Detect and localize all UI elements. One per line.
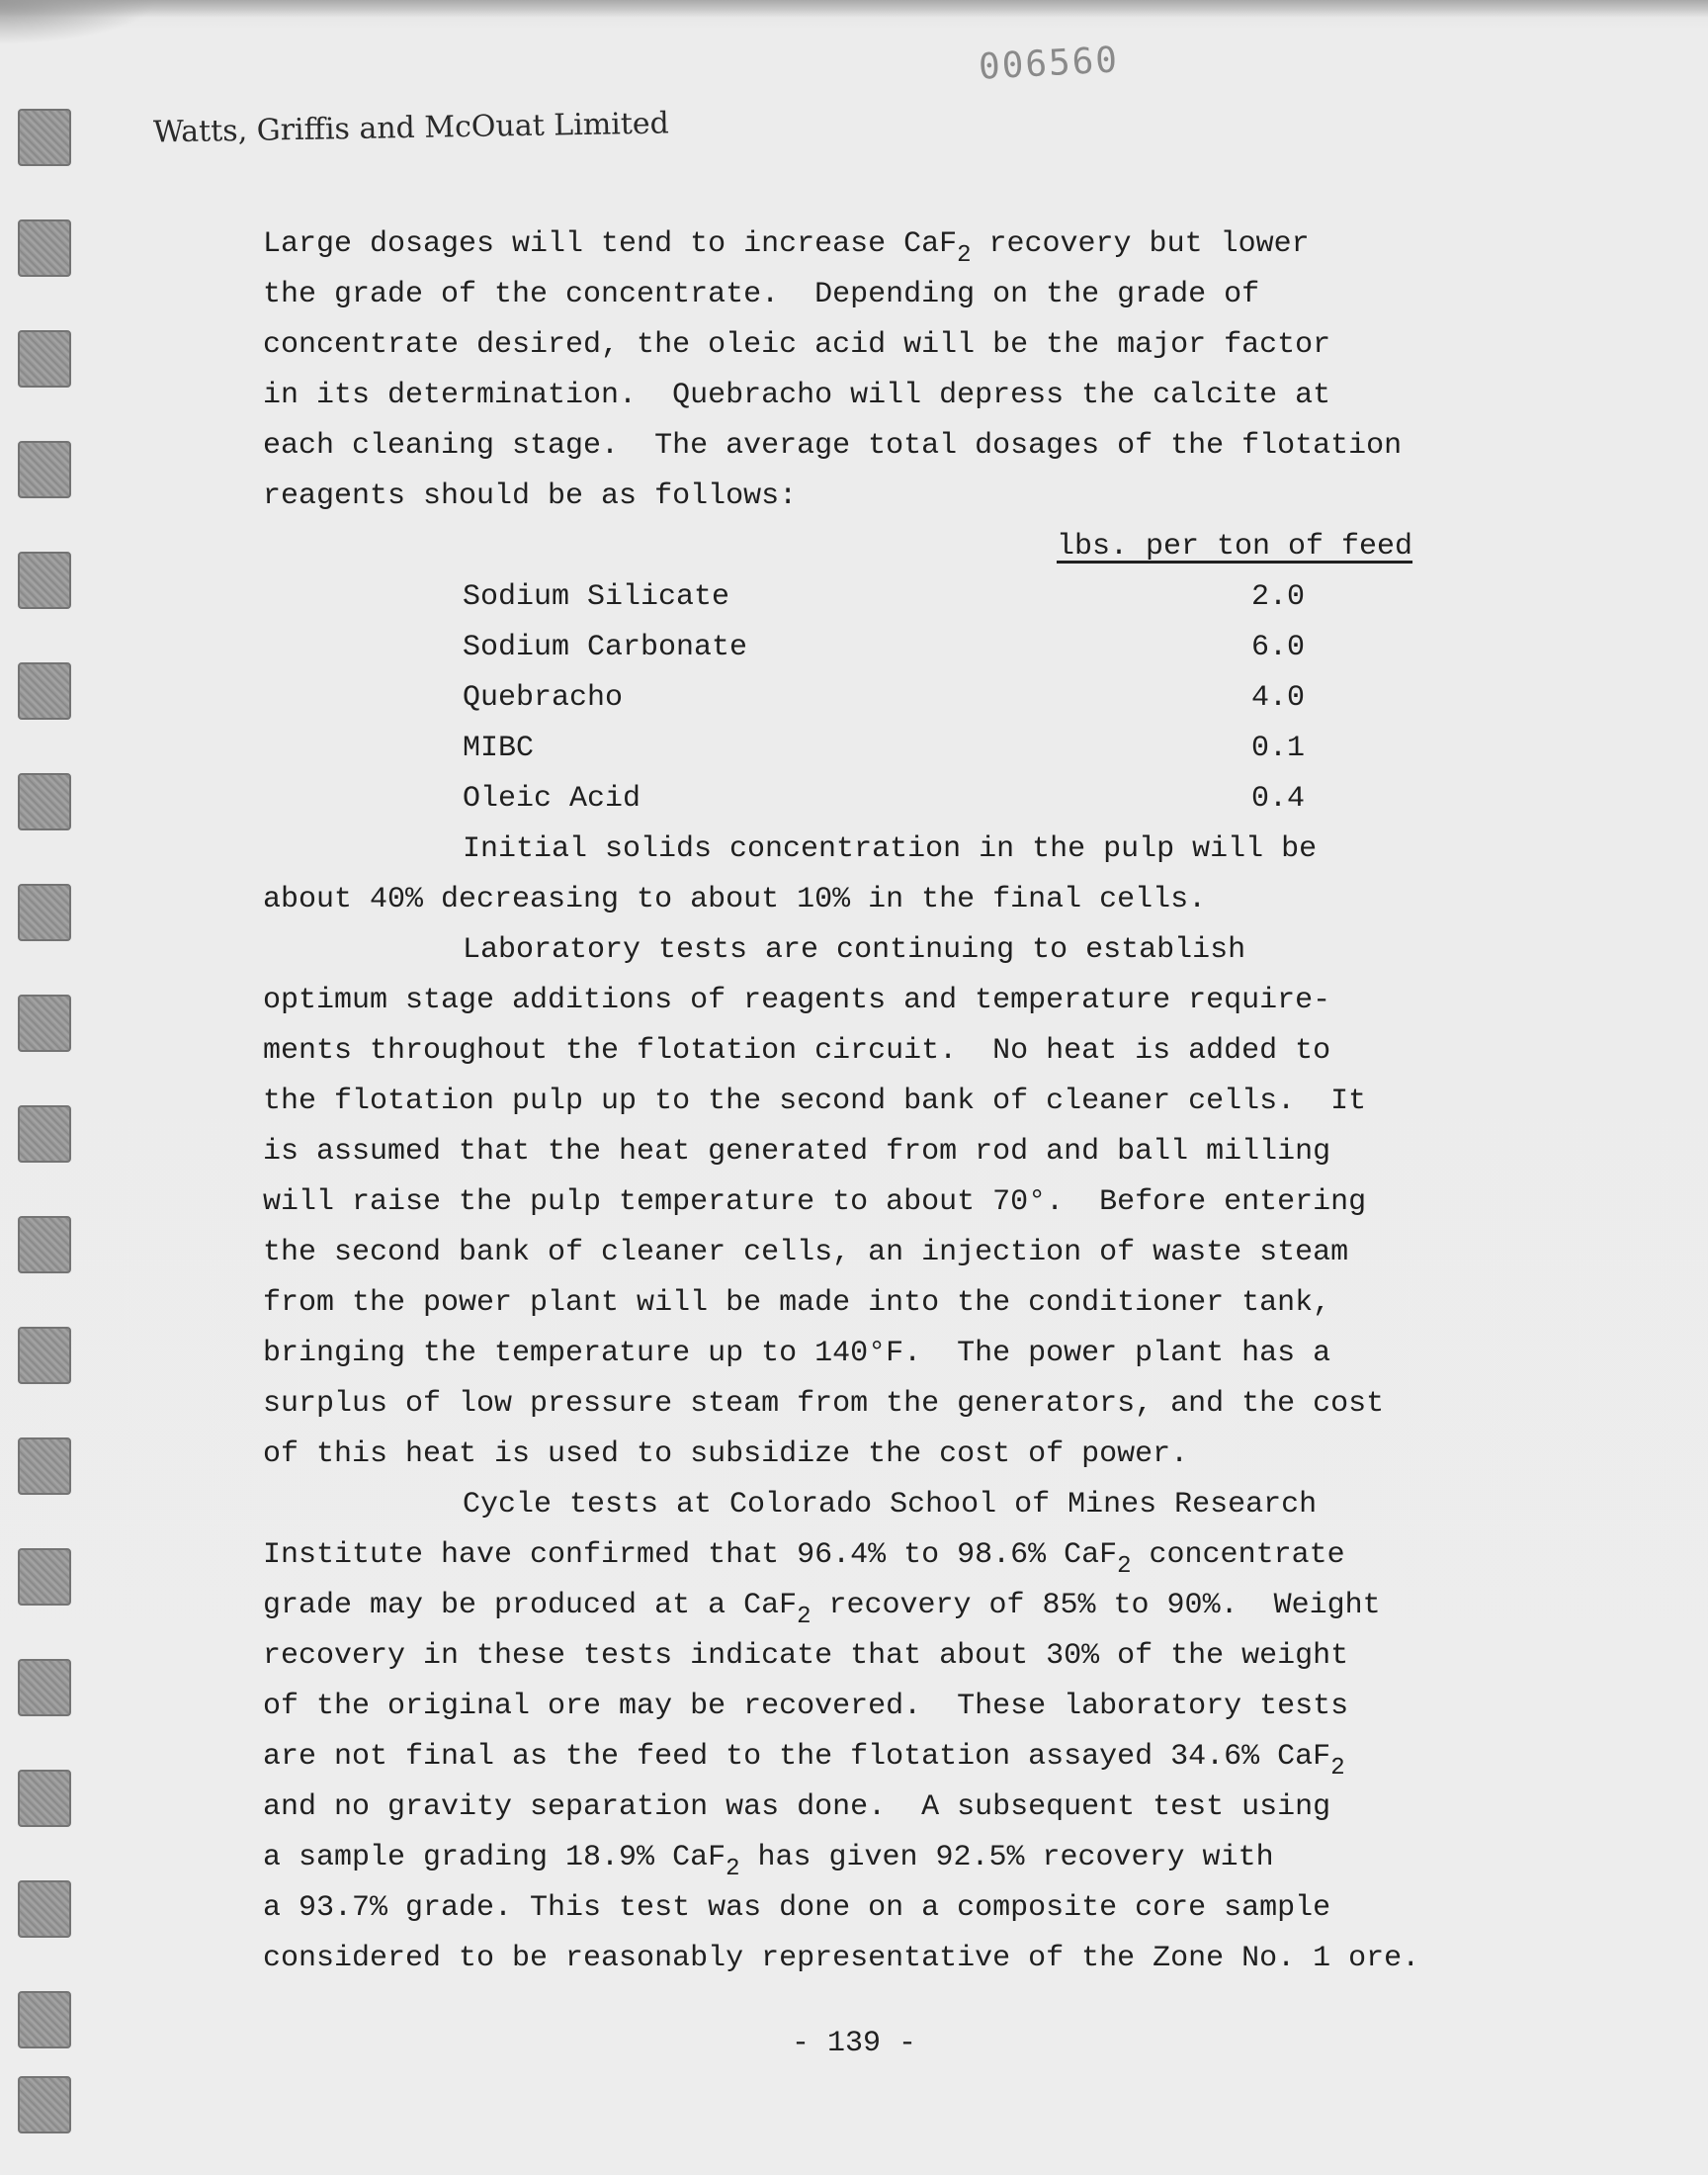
text-line: recovery in these tests indicate that about 30% of the weight xyxy=(263,1639,1349,1673)
text-line: surplus of low pressure steam from the generators, and the cost xyxy=(263,1387,1385,1421)
binding-hole xyxy=(18,1216,71,1273)
text-line: bringing the temperature up to 140°F. The power plant has a xyxy=(263,1337,1331,1370)
reagent-name: MIBC xyxy=(463,732,535,765)
text-line: a 93.7% grade. This test was done on a composite core sample xyxy=(263,1891,1331,1925)
binding-hole xyxy=(18,1880,71,1938)
binding-hole xyxy=(18,2076,71,2133)
text-line: the flotation pulp up to the second bank of cleaner cells. It xyxy=(263,1085,1367,1118)
reagent-table xyxy=(263,572,1548,825)
binding-hole xyxy=(18,1548,71,1606)
reagent-dosage: 4.0 xyxy=(1251,681,1306,715)
binding-hole xyxy=(18,773,71,830)
binding-hole xyxy=(18,1105,71,1163)
paragraph-solids xyxy=(263,825,1548,925)
binding-hole xyxy=(18,1770,71,1827)
reagent-table-header xyxy=(263,522,1548,572)
scan-top-shadow xyxy=(0,0,1708,18)
reagent-name: Oleic Acid xyxy=(463,782,641,816)
text-line: the grade of the concentrate. Depending on the grade of xyxy=(263,278,1260,311)
binding-hole xyxy=(18,995,71,1052)
text-line: considered to be reasonably representative of the Zone No. 1 ore. xyxy=(263,1942,1420,1975)
document-stamp-number: 006560 xyxy=(978,40,1121,88)
binding-hole xyxy=(18,219,71,277)
text-line: reagents should be as follows: xyxy=(263,479,798,513)
binding-hole xyxy=(18,330,71,388)
text-line: concentrate desired, the oleic acid will be the major factor xyxy=(263,328,1331,362)
binding-hole xyxy=(18,1327,71,1384)
reagent-row xyxy=(263,774,1548,825)
reagent-name: Sodium Silicate xyxy=(463,580,730,614)
reagent-row xyxy=(263,623,1548,673)
text-line: Initial solids concentration in the pulp will be xyxy=(463,832,1318,866)
binding-hole xyxy=(18,109,71,166)
reagent-dosage: 0.4 xyxy=(1251,782,1306,816)
letterhead: Watts, Griffis and McOuat Limited xyxy=(152,106,670,150)
reagent-row xyxy=(263,572,1548,623)
text-line: a sample grading 18.9% CaF$_2$ has given 92.5% recovery with xyxy=(263,1841,1274,1882)
reagent-dosage: 6.0 xyxy=(1251,631,1306,664)
text-line: each cleaning stage. The average total dosages of the flotation xyxy=(263,429,1403,463)
binding-hole xyxy=(18,1659,71,1716)
text-line: of the original ore may be recovered. These laboratory tests xyxy=(263,1690,1349,1723)
text-line: of this heat is used to subsidize the cost of power. xyxy=(263,1437,1189,1471)
text-line: ments throughout the flotation circuit. No heat is added to xyxy=(263,1034,1331,1068)
text-line: from the power plant will be made into the conditioner tank, xyxy=(263,1286,1331,1320)
text-line: grade may be produced at a CaF$_2$ recovery of 85% to 90%. Weight xyxy=(263,1589,1381,1630)
text-line: are not final as the feed to the flotation assayed 34.6% CaF$_2$ xyxy=(263,1740,1345,1782)
reagent-row xyxy=(263,673,1548,724)
text-line: and no gravity separation was done. A subsequent test using xyxy=(263,1790,1331,1824)
reagent-dosage: 2.0 xyxy=(1251,580,1306,614)
text-line: in its determination. Quebracho will depress the calcite at xyxy=(263,379,1331,412)
reagent-dosage: 0.1 xyxy=(1251,732,1306,765)
binding-hole xyxy=(18,884,71,941)
text-line: is assumed that the heat generated from rod and ball milling xyxy=(263,1135,1331,1169)
text-line: Institute have confirmed that 96.4% to 98.6% CaF$_2$ concentrate xyxy=(263,1538,1345,1580)
paragraph-laboratory-tests xyxy=(263,925,1548,1480)
binding-hole xyxy=(18,1437,71,1495)
binding-hole xyxy=(18,662,71,720)
reagent-name: Sodium Carbonate xyxy=(463,631,748,664)
text-line: about 40% decreasing to about 10% in the final cells. xyxy=(263,883,1207,916)
reagent-table-header-label: lbs. per ton of feed xyxy=(1057,530,1413,564)
paragraph-cycle-tests xyxy=(263,1480,1548,1984)
reagent-row xyxy=(263,724,1548,774)
body-text xyxy=(263,219,1548,1984)
text-line: optimum stage additions of reagents and temperature require- xyxy=(263,984,1331,1017)
text-line: Cycle tests at Colorado School of Mines Research xyxy=(463,1488,1318,1522)
page-number: - 139 - xyxy=(791,2027,917,2060)
text-line: the second bank of cleaner cells, an injection of waste steam xyxy=(263,1236,1349,1269)
paragraph-dosages xyxy=(263,219,1548,522)
text-line: Large dosages will tend to increase CaF$_2$ recovery but lower xyxy=(263,227,1310,269)
reagent-name: Quebracho xyxy=(463,681,624,715)
binding-hole xyxy=(18,441,71,498)
binding-holes xyxy=(18,99,77,2155)
scan-corner-shadow xyxy=(0,0,158,44)
binding-hole xyxy=(18,552,71,609)
text-line: Laboratory tests are continuing to establish xyxy=(463,933,1246,967)
text-line: will raise the pulp temperature to about 70°. Before entering xyxy=(263,1185,1367,1219)
